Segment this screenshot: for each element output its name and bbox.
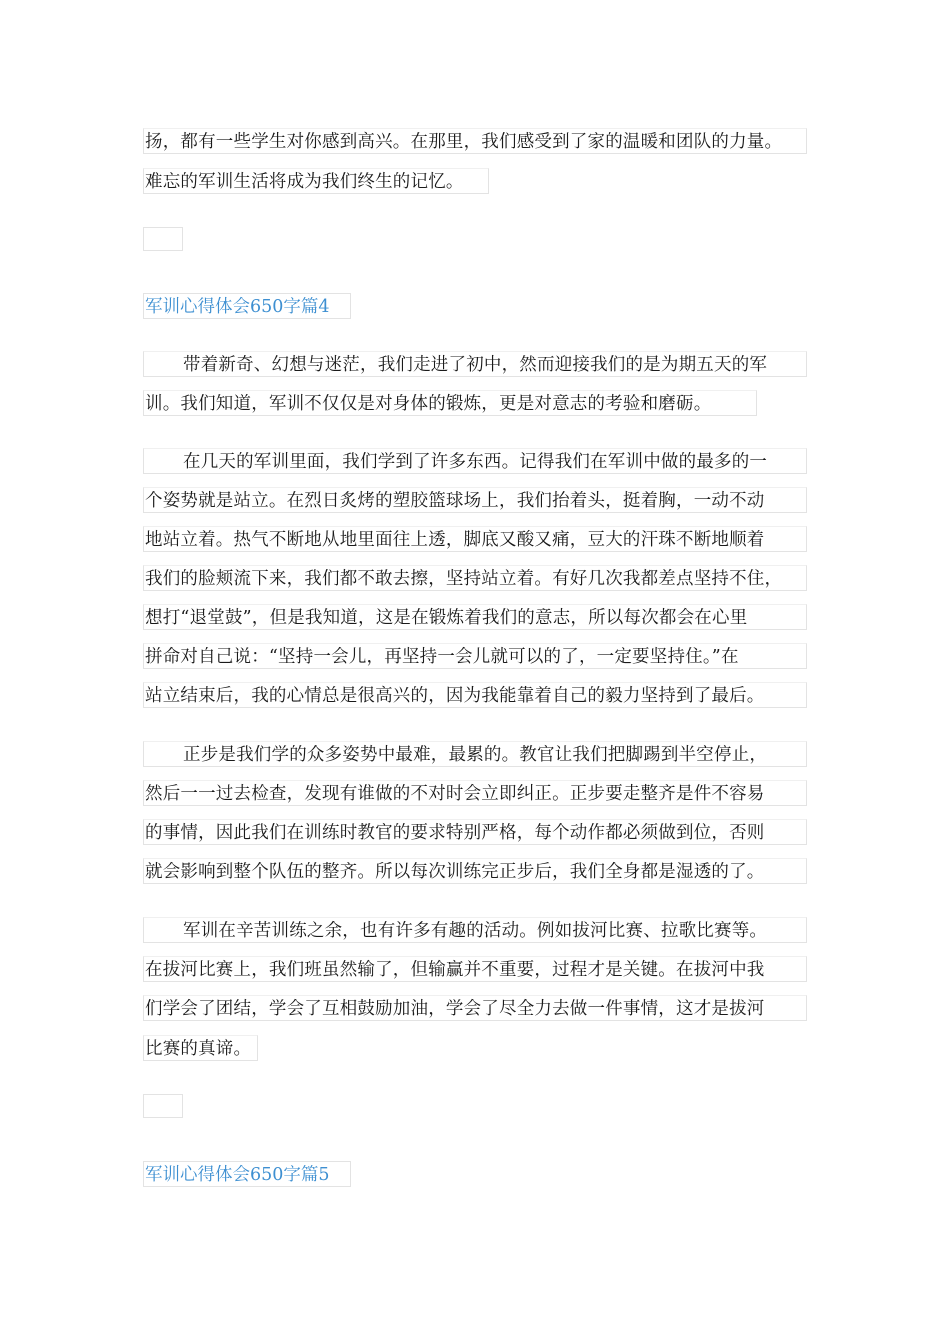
- paragraph-line: 正步是我们学的众多姿势中最难，最累的。教官让我们把脚踢到半空停止，: [143, 741, 807, 767]
- paragraph-line: 站立结束后，我的心情总是很高兴的，因为我能靠着自己的毅力坚持到了最后。: [143, 682, 807, 708]
- paragraph-line: 比赛的真谛。: [143, 1035, 258, 1061]
- paragraph-line: 就会影响到整个队伍的整齐。所以每次训练完正步后，我们全身都是湿透的了。: [143, 858, 807, 884]
- paragraph-line: 个姿势就是站立。在烈日炙烤的塑胶篮球场上，我们抬着头，挺着胸，一动不动: [143, 487, 807, 513]
- paragraph-line: 然后一一过去检查，发现有谁做的不对时会立即纠正。正步要走整齐是件不容易: [143, 780, 807, 806]
- intro-line-1: 扬，都有一些学生对你感到高兴。在那里，我们感受到了家的温暖和团队的力量。: [143, 128, 807, 154]
- paragraph-line: 训。我们知道，军训不仅仅是对身体的锻炼，更是对意志的考验和磨砺。: [143, 390, 757, 416]
- paragraph-line: 军训在辛苦训练之余，也有许多有趣的活动。例如拔河比赛、拉歌比赛等。: [143, 917, 807, 943]
- empty-paragraph-box: [143, 227, 183, 251]
- paragraph-line: 想打“退堂鼓”，但是我知道，这是在锻炼着我们的意志，所以每次都会在心里: [143, 604, 807, 630]
- paragraph-line: 在拔河比赛上，我们班虽然输了，但输赢并不重要，过程才是关键。在拔河中我: [143, 956, 807, 982]
- paragraph-line: 的事情，因此我们在训练时教官的要求特别严格，每个动作都必须做到位，否则: [143, 819, 807, 845]
- paragraph-line: 带着新奇、幻想与迷茫，我们走进了初中，然而迎接我们的是为期五天的军: [143, 351, 807, 377]
- section-heading-5: 军训心得体会650字篇5: [143, 1161, 351, 1187]
- paragraph-line: 拼命对自己说：“坚持一会儿，再坚持一会儿就可以的了，一定要坚持住。”在: [143, 643, 807, 669]
- section-heading-4: 军训心得体会650字篇4: [143, 293, 351, 319]
- paragraph-line: 我们的脸颊流下来，我们都不敢去擦，坚持站立着。有好几次我都差点坚持不住，: [143, 565, 807, 591]
- paragraph-line: 地站立着。热气不断地从地里面往上透，脚底又酸又痛，豆大的汗珠不断地顺着: [143, 526, 807, 552]
- paragraph-line: 在几天的军训里面，我们学到了许多东西。记得我们在军训中做的最多的一: [143, 448, 807, 474]
- paragraph-line: 们学会了团结，学会了互相鼓励加油，学会了尽全力去做一件事情，这才是拔河: [143, 995, 807, 1021]
- intro-line-2: 难忘的军训生活将成为我们终生的记忆。: [143, 168, 489, 194]
- empty-paragraph-box: [143, 1094, 183, 1118]
